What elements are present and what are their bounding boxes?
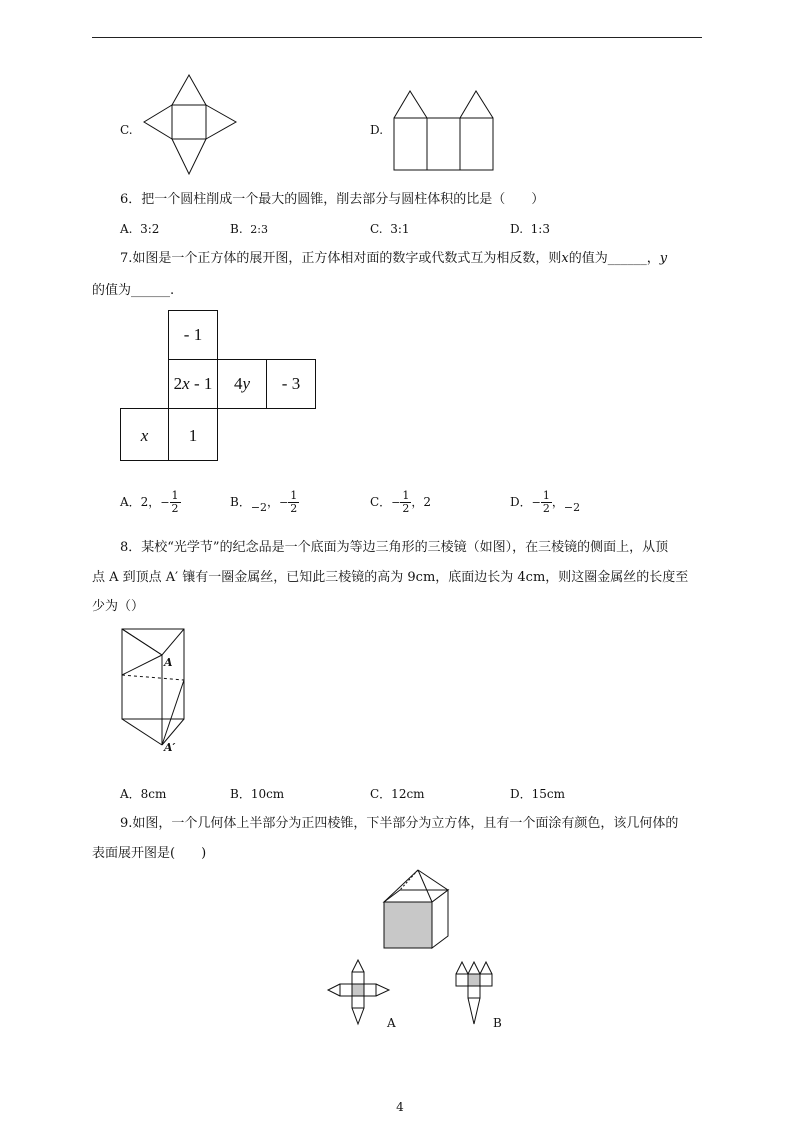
q8-prism-figure [118, 625, 200, 755]
q5-option-c-net-figure [140, 70, 240, 180]
q6-option-d: D. 1:3 [510, 222, 550, 236]
q7-option-c: C．− $\frac{1}{2}$ ，2 [370, 489, 432, 515]
net-cell-top: - 1 [168, 310, 218, 360]
net-cell-x: x [120, 408, 169, 461]
q8-option-c: C．12cm [370, 787, 425, 801]
q7-stem-line1: 7.如图是一个正方体的展开图，正方体相对面的数字或代数式互为相反数，则x的值为______，y [120, 251, 668, 266]
q5-option-d-net-figure [392, 88, 496, 174]
q8-option-d: D．15cm [510, 787, 565, 801]
q9-option-b-label: B [493, 1016, 502, 1030]
header-rule [92, 37, 702, 38]
q6-option-c: C. 3:1 [370, 222, 410, 236]
q7-option-a: A．2，− $\frac{1}{2}$ [120, 489, 179, 515]
q8-option-b: B．10cm [230, 787, 285, 801]
q5-option-d-label: D. [370, 123, 384, 137]
q9-stem-line2: 表面展开图是( ) [92, 846, 207, 861]
q7-stem-line2: 的值为______. [92, 283, 175, 298]
q9-solid-figure [380, 866, 454, 950]
q5-option-c-label: C. [120, 123, 133, 137]
q7-option-d: D．− $\frac{1}{2}$ ，−2 [510, 489, 581, 515]
q9-option-a-label: A [387, 1016, 396, 1030]
net-cell-minus3: - 3 [266, 359, 316, 409]
net-cell-4y: 4y [217, 359, 267, 409]
net-cell-1: 1 [168, 408, 218, 461]
q8-vertex-label-a: A [164, 656, 173, 669]
q9-stem-line1: 9.如图，一个几何体上半部分为正四棱锥，下半部分为立方体，且有一个面涂有颜色，该几何体的 [120, 816, 679, 831]
q6-option-a: A. 3:2 [120, 222, 160, 236]
q8-stem-line2: 点 A 到顶点 A′ 镶有一圈金属丝，已知此三棱镜的高为 9cm，底面边长为 4cm，则这圈金属丝的长度至 [92, 570, 689, 585]
q9-option-a-net [326, 958, 392, 1030]
page-number: 4 [396, 1100, 404, 1114]
q8-stem-line3: 少为（） [92, 599, 145, 614]
q8-stem-line1: 8．某校“光学节”的纪念品是一个底面为等边三角形的三棱镜（如图），在三棱镜的侧面上，从顶 [120, 540, 669, 555]
q6-option-b: B. 2:3 [230, 222, 268, 236]
q7-option-b: B．−2，− $\frac{1}{2}$ [230, 489, 298, 515]
net-cell-2x-1: 2x - 1 [168, 359, 218, 409]
q8-vertex-label-a-prime: A′ [164, 741, 176, 754]
q6-stem: 6．把一个圆柱削成一个最大的圆锥，削去部分与圆柱体积的比是（ ） [120, 192, 545, 207]
q8-option-a: A．8cm [120, 787, 167, 801]
